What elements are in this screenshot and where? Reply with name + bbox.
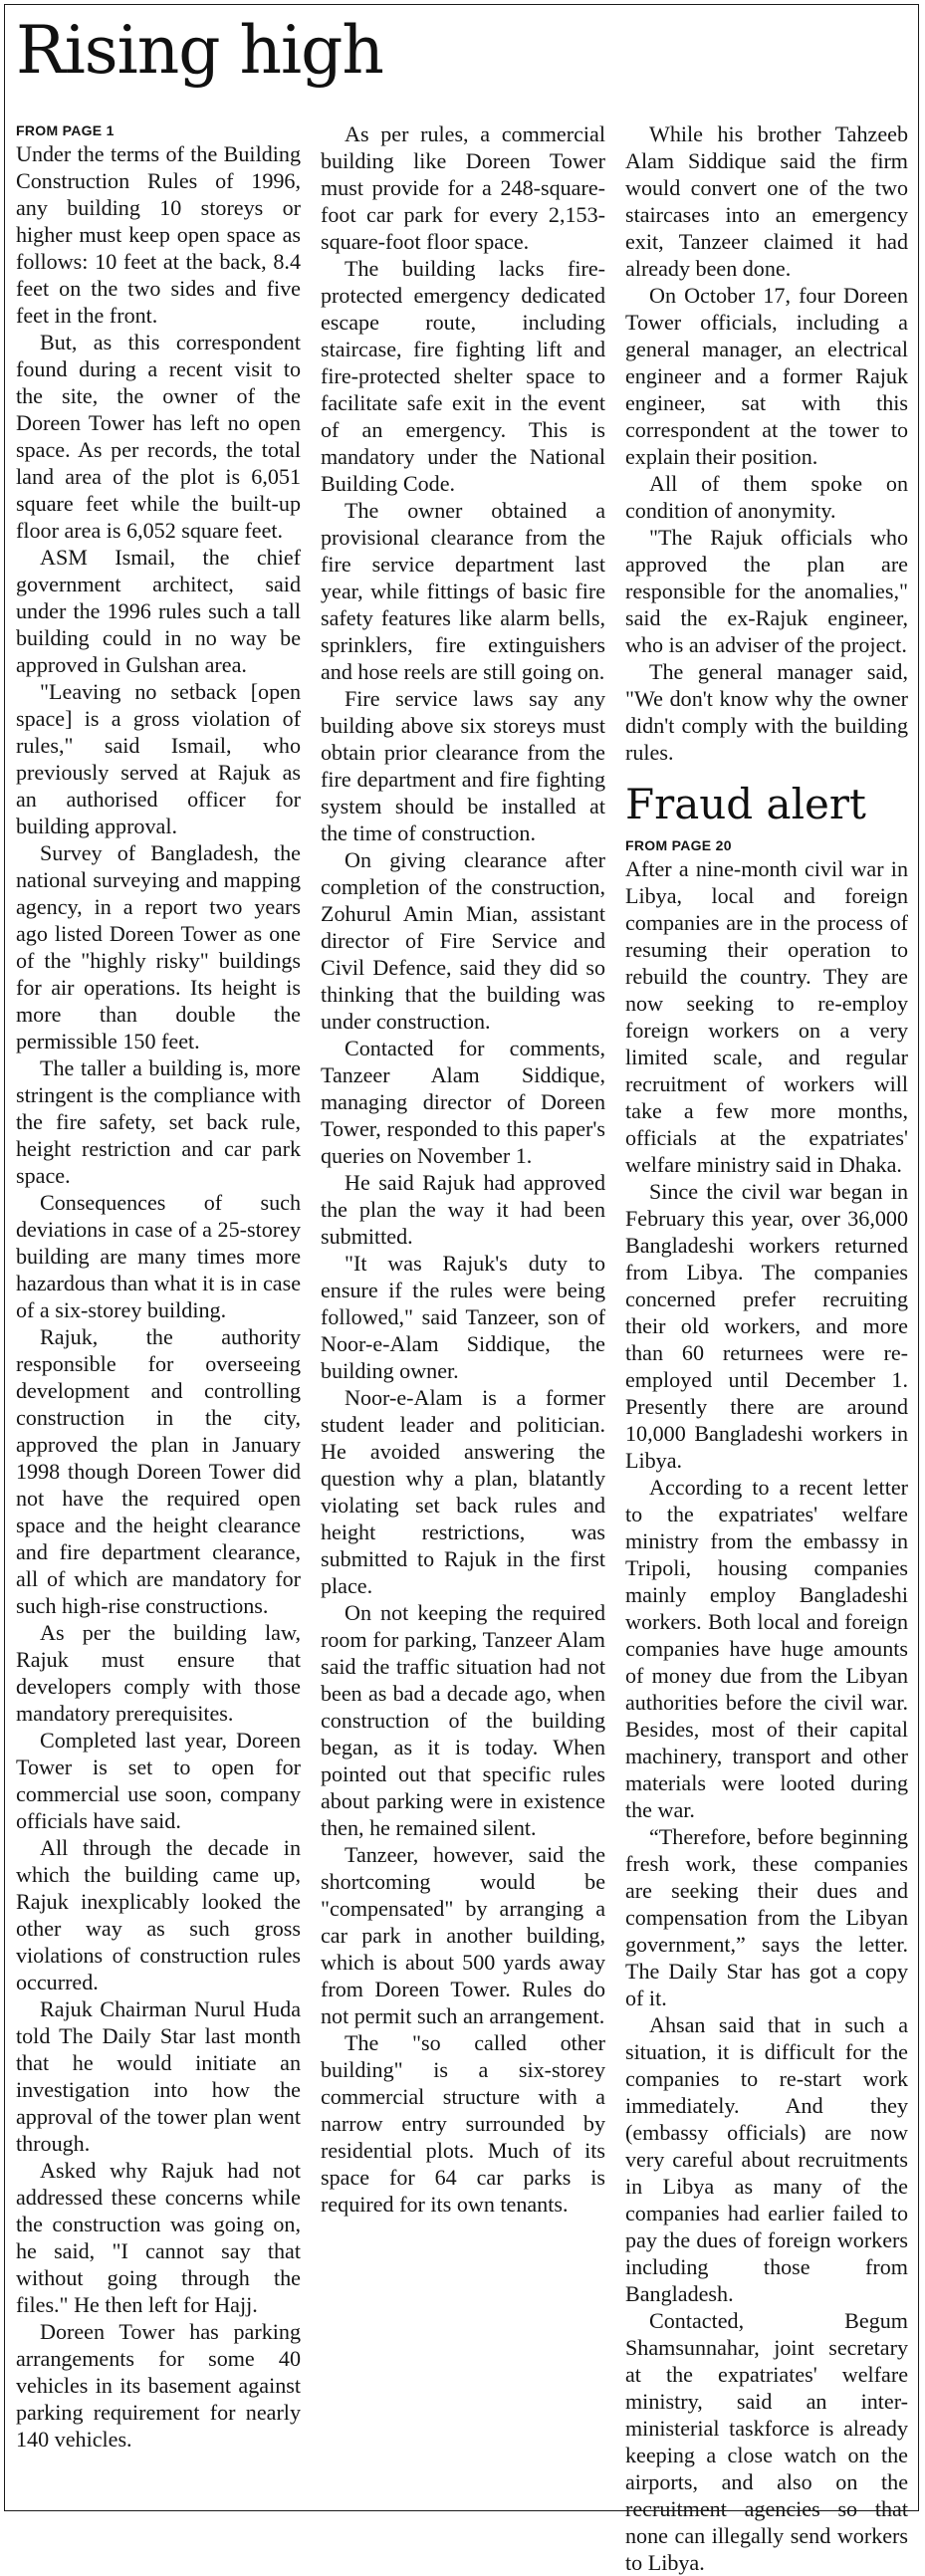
paragraph: While his brother Tahzeeb Alam Siddique said the firm would convert one of the two staircases into an emergency exit, Tanzeer claimed it had already been done. <box>625 121 908 281</box>
paragraph: Survey of Bangladesh, the national surveying and mapping agency, in a report two years ago listed Doreen Tower as one of the "highly risky" buildings for air operations. Its height is more than double the permissible 150 feet. <box>16 840 301 1054</box>
paragraph: On October 17, four Doreen Tower officials, including a general manager, an electrical engineer and a former Rajuk engineer, sat with this correspondent at the tower to explain their position. <box>625 283 908 469</box>
paragraph: "It was Rajuk's duty to ensure if the rules were being followed," said Tanzeer, son of Noor-e-Alam Siddique, the building owner. <box>321 1251 605 1383</box>
paragraph: The building lacks fire-protected emergency dedicated escape route, including staircase, fire fighting lift and fire-protected shelter space to facilitate safe exit in the event of an emergency. This is mandatory under the National Building Code. <box>321 256 605 496</box>
paragraph: All through the decade in which the building came up, Rajuk inexplicably looked the other way as such gross violations of construction rules occurred. <box>16 1835 301 1994</box>
paragraph: He said Rajuk had approved the plan the way it had been submitted. <box>321 1170 605 1249</box>
paragraph: The general manager said, "We don't know why the owner didn't comply with the building rules. <box>625 659 908 765</box>
paragraph: Noor-e-Alam is a former student leader and politician. He avoided answering the question why a plan, blatantly violating set back rules and height restrictions, was submitted to Rajuk in the first place. <box>321 1385 605 1598</box>
paragraph: After a nine-month civil war in Libya, local and foreign companies are in the process of resuming their operation to rebuild the country. They are now seeking to re-employ foreign workers on a very limited scale, and regular recruitment of workers will take a few more months, officials at the expatriates' welfare ministry said in Dhaka. <box>625 856 908 1177</box>
paragraph: Contacted, Begum Shamsunnahar, joint secretary at the expatriates' welfare ministry, said an inter-ministerial taskforce is already keeping a close watch on the airports, and also on the recruitment agencies so that none can illegally send workers to Libya. <box>625 2308 908 2575</box>
paragraph: Rajuk, the authority responsible for overseeing development and controlling construction in the city, approved the plan in January 1998 though Doreen Tower did not have the required open space and the height clearance and fire department clearance, all of which are mandatory for such high-rise constructions. <box>16 1324 301 1618</box>
headline-rising-high: Rising high <box>16 12 383 89</box>
kicker-from-page-20: FROM PAGE 20 <box>625 837 732 853</box>
paragraph: Asked why Rajuk had not addressed these concerns while the construction was going on, he said, "I cannot say that without going through the files." He then left for Hajj. <box>16 2158 301 2317</box>
paragraph: On not keeping the required room for parking, Tanzeer Alam said the traffic situation had not been as bad a decade ago, when construction of the building began, as it is today. When pointed out that specific rules about parking were in existence then, he remained silent. <box>321 1600 605 1840</box>
paragraph: Ahsan said that in such a situation, it is difficult for the companies to re-start work immediately. And they (embassy officials) are now very careful about recruitments in Libya as many of the companies had earlier failed to pay the dues of foreign workers including those from Bangladesh. <box>625 2012 908 2306</box>
paragraph: Completed last year, Doreen Tower is set to open for commercial use soon, company officials have said. <box>16 1728 301 1833</box>
paragraph: Rajuk Chairman Nurul Huda told The Daily Star last month that he would initiate an investigation into how the approval of the tower plan went through. <box>16 1996 301 2156</box>
column-3 <box>625 120 908 2576</box>
paragraph: According to a recent letter to the expatriates' welfare ministry from the embassy in Tripoli, housing companies mainly employ Bangladeshi workers. Both local and foreign companies have huge amounts of money due from the Libyan authorities before the civil war. Besides, most of their capital machinery, transport and other materials were looted during the war. <box>625 1475 908 1822</box>
paragraph: The taller a building is, more stringent is the compliance with the fire safety, set back rule, height restriction and car park space. <box>16 1055 301 1188</box>
paragraph: On giving clearance after completion of the construction, Zohurul Amin Mian, assistant director of Fire Service and Civil Defence, said they did so thinking that the building was under construction. <box>321 847 605 1034</box>
paragraph: “Therefore, before beginning fresh work, these companies are seeking their dues and compensation from the Libyan government,” says the letter. The Daily Star has got a copy of it. <box>625 1824 908 2010</box>
paragraph: The "so called other building" is a six-storey commercial structure with a narrow entry surrounded by residential plots. Much of its space for 64 car parks is required for its own tenants. <box>321 2030 605 2217</box>
paragraph: Fire service laws say any building above six storeys must obtain prior clearance from the fire department and fire fighting system should be installed at the time of construction. <box>321 686 605 845</box>
paragraph: The owner obtained a provisional clearance from the fire service department last year, while fittings of basic fire safety features like alarm bells, sprinklers, fire extinguishers and hose reels are still going on. <box>321 498 605 684</box>
paragraph: "Leaving no setback [open space] is a gross violation of rules," said Ismail, who previously served at Rajuk as an authorised officer for building approval. <box>16 679 301 838</box>
paragraph: Doreen Tower has parking arrangements for some 40 vehicles in its basement against parking requirement for nearly 140 vehicles. <box>16 2319 301 2452</box>
column-2 <box>321 120 605 2218</box>
paragraph: Tanzeer, however, said the shortcoming would be "compensated" by arranging a car park in another building, which is about 500 yards away from Doreen Tower. Rules do not permit such an arrangement. <box>321 1842 605 2028</box>
paragraph: All of them spoke on condition of anonymity. <box>625 471 908 523</box>
paragraph: "The Rajuk officials who approved the plan are responsible for the anomalies," said the ex-Rajuk engineer, who is an adviser of the project. <box>625 525 908 657</box>
paragraph: Contacted for comments, Tanzeer Alam Siddique, managing director of Doreen Tower, responded to this paper's queries on November 1. <box>321 1036 605 1168</box>
headline-fraud-alert: Fraud alert <box>625 780 866 828</box>
paragraph: But, as this correspondent found during a recent visit to the site, the owner of the Doreen Tower has left no open space. As per records, the total land area of the plot is 6,051 square feet while the built-up floor area is 6,052 square feet. <box>16 330 301 543</box>
paragraph: As per rules, a commercial building like Doreen Tower must provide for a 248-square-foot car park for every 2,153-square-foot floor space. <box>321 121 605 254</box>
column-1 <box>16 120 301 2453</box>
paragraph: Since the civil war began in February this year, over 36,000 Bangladeshi workers returned from Libya. The companies concerned prefer recruiting their old workers, and more than 60 returnees were re-employed until December 1. Presently there are around 10,000 Bangladeshi workers in Libya. <box>625 1179 908 1473</box>
paragraph: ASM Ismail, the chief government architect, said under the 1996 rules such a tall building could in no way be approved in Gulshan area. <box>16 545 301 677</box>
paragraph: Under the terms of the Building Construction Rules of 1996, any building 10 storeys or higher must keep open space as follows: 10 feet at the back, 8.4 feet on the two sides and five feet in the front. <box>16 141 301 328</box>
paragraph: Consequences of such deviations in case of a 25-storey building are many times more hazardous than what it is in case of a six-storey building. <box>16 1190 301 1322</box>
paragraph: As per the building law, Rajuk must ensure that developers comply with those mandatory prerequisites. <box>16 1620 301 1726</box>
kicker-from-page-1: FROM PAGE 1 <box>16 122 115 138</box>
